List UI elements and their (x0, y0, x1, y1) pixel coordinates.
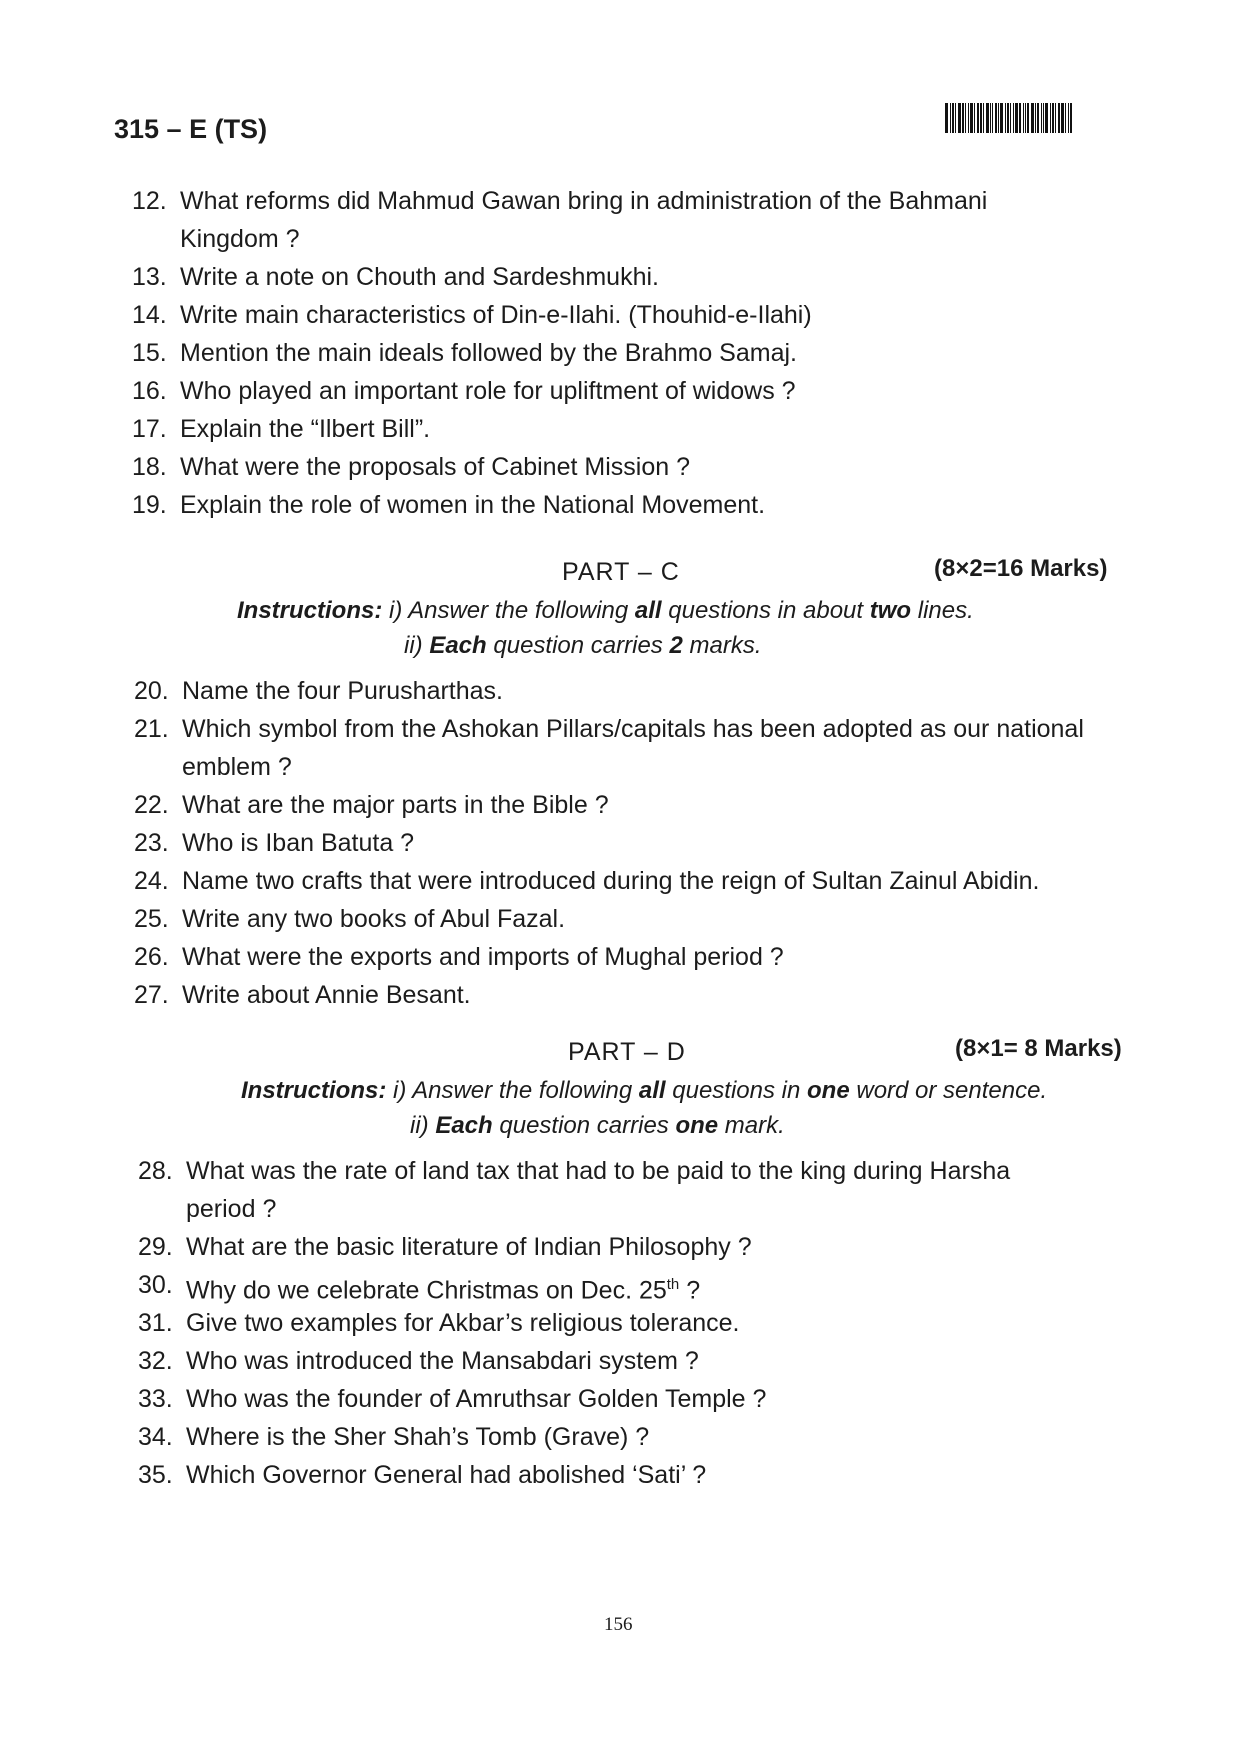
question-number: 24. (134, 867, 169, 895)
instruction-text: question carries (486, 632, 670, 659)
question-26 (134, 938, 1124, 976)
question-text: Who played an important role for upliftment of widows ? (180, 377, 796, 405)
barcode-bar (1035, 103, 1036, 133)
barcode-bar (998, 103, 999, 133)
question-text-continued: emblem ? (182, 753, 292, 781)
barcode-bar (995, 103, 997, 133)
barcode-bar (958, 103, 961, 133)
part-d-title: PART – D (568, 1038, 686, 1066)
question-31 (138, 1304, 1128, 1342)
question-12 (132, 182, 1112, 258)
question-text: Who was the founder of Amruthsar Golden Temple ? (186, 1385, 767, 1413)
question-number: 35. (138, 1461, 173, 1489)
question-23 (134, 824, 1124, 862)
barcode-bar (1015, 103, 1018, 133)
question-19 (132, 486, 1112, 524)
barcode-bar (1041, 103, 1042, 133)
question-text: Who is Iban Batuta ? (182, 829, 415, 857)
question-text-group (186, 1266, 700, 1309)
question-text: Explain the “Ilbert Bill”. (180, 415, 431, 443)
instruction-text: questions in (665, 1077, 808, 1104)
instruction-emphasis: two (869, 597, 912, 624)
question-number: 29. (138, 1233, 173, 1261)
instruction-emphasis: all (638, 1077, 666, 1104)
question-30 (138, 1266, 1128, 1304)
barcode-bar (1019, 103, 1021, 133)
question-text: Where is the Sher Shah’s Tomb (Grave) ? (186, 1423, 650, 1451)
question-text-continued: Kingdom ? (180, 225, 300, 253)
question-number: 28. (138, 1157, 173, 1185)
page-code: 315 – E (TS) (114, 114, 268, 144)
barcode-bar (1037, 103, 1039, 133)
question-text: Write a note on Chouth and Sardeshmukhi. (180, 263, 659, 291)
barcode-bar (990, 103, 991, 133)
question-text: What are the basic literature of Indian Philosophy ? (186, 1233, 752, 1261)
question-number: 20. (134, 677, 169, 705)
question-text: What were the exports and imports of Mughal period ? (182, 943, 784, 971)
instructions-colon: : (378, 1077, 394, 1104)
instruction-text: mark. (718, 1112, 785, 1139)
barcode-bar (1070, 103, 1072, 133)
question-number: 27. (134, 981, 169, 1009)
question-text: Why do we celebrate Christmas on Dec. 25 (186, 1276, 667, 1305)
question-number: 22. (134, 791, 169, 819)
instruction-text: word or sentence. (849, 1077, 1048, 1104)
question-number: 14. (132, 301, 167, 329)
question-18 (132, 448, 1112, 486)
question-number: 34. (138, 1423, 173, 1451)
question-number: 16. (132, 377, 167, 405)
instructions-colon: : (374, 597, 390, 624)
question-text: Which Governor General had abolished ‘Sati’ ? (186, 1461, 707, 1489)
question-number: 21. (134, 715, 169, 743)
part-c-instruction-2 (404, 632, 762, 660)
question-number: 12. (132, 187, 167, 215)
ordinal-suffix: th (666, 1276, 680, 1293)
question-16 (132, 372, 1112, 410)
instruction-emphasis: one (807, 1077, 850, 1104)
barcode-bar (1058, 103, 1060, 133)
question-mark: ? (679, 1276, 701, 1305)
barcode-bar (992, 103, 993, 133)
question-32 (138, 1342, 1128, 1380)
question-number: 33. (138, 1385, 173, 1413)
barcode-bar (1023, 103, 1024, 133)
question-number: 17. (132, 415, 167, 443)
instruction-text: i) Answer the following (393, 1077, 639, 1104)
part-c-marks: (8×2=16 Marks) (934, 555, 1108, 582)
barcode-bar (1005, 103, 1006, 133)
part-c-instruction-1 (237, 597, 974, 625)
barcode-bar (1068, 103, 1069, 133)
instruction-emphasis: Each (435, 1112, 493, 1139)
question-text: Name the four Purusharthas. (182, 677, 503, 705)
instruction-emphasis: 2 (669, 632, 683, 659)
barcode-bar (986, 103, 989, 133)
question-33 (138, 1380, 1128, 1418)
barcode-bar (1000, 103, 1003, 133)
question-25 (134, 900, 1124, 938)
question-17 (132, 410, 1112, 448)
barcode-bar (968, 103, 969, 133)
question-number: 25. (134, 905, 169, 933)
question-21 (134, 710, 1124, 786)
barcode-bar (1061, 103, 1064, 133)
part-c-title: PART – C (562, 558, 680, 586)
barcode-bar (1013, 103, 1014, 133)
barcode-bar (1052, 103, 1054, 133)
barcode-bar (1027, 103, 1029, 133)
instruction-emphasis: Each (429, 632, 487, 659)
question-27 (134, 976, 1124, 1014)
barcode-bar (980, 103, 982, 133)
part-d-instruction-1 (241, 1077, 1047, 1105)
barcode-bar (1043, 103, 1044, 133)
barcode-bar (965, 103, 966, 133)
question-text: What were the proposals of Cabinet Mission ? (180, 453, 690, 481)
question-text: Write about Annie Besant. (182, 981, 471, 1009)
barcode (945, 103, 1128, 133)
instruction-emphasis: all (634, 597, 662, 624)
question-number: 15. (132, 339, 167, 367)
question-text: Write any two books of Abul Fazal. (182, 905, 566, 933)
question-text-continued: period ? (186, 1195, 277, 1223)
barcode-bar (1050, 103, 1051, 133)
question-number: 31. (138, 1309, 173, 1337)
question-15 (132, 334, 1112, 372)
barcode-bar (970, 103, 973, 133)
instruction-text: question carries (492, 1112, 676, 1139)
barcode-bar (955, 103, 956, 133)
question-29 (138, 1228, 1128, 1266)
question-28 (138, 1152, 1128, 1228)
question-text: Write main characteristics of Din-e-Ilahi. (Thouhid-e-Ilahi) (180, 301, 812, 329)
barcode-bar (977, 103, 979, 133)
question-text: Give two examples for Akbar’s religious tolerance. (186, 1309, 740, 1337)
part-d-instruction-2 (410, 1112, 785, 1140)
page-number: 156 (604, 1614, 633, 1635)
question-number: 26. (134, 943, 169, 971)
instruction-text: questions in about (661, 597, 870, 624)
question-text: Explain the role of women in the National Movement. (180, 491, 766, 519)
barcode-bar (1010, 103, 1011, 133)
question-20 (134, 672, 1124, 710)
question-text: Who was introduced the Mansabdari system ? (186, 1347, 699, 1375)
instruction-text: ii) (410, 1112, 436, 1139)
question-22 (134, 786, 1124, 824)
question-14 (132, 296, 1112, 334)
instruction-text: i) Answer the following (389, 597, 635, 624)
barcode-bar (983, 103, 984, 133)
question-number: 23. (134, 829, 169, 857)
question-text: What reforms did Mahmud Gawan bring in administration of the Bahmani (180, 187, 988, 215)
instruction-text: ii) (404, 632, 430, 659)
barcode-bar (1055, 103, 1056, 133)
question-number: 30. (138, 1271, 173, 1299)
question-text: Mention the main ideals followed by the Brahmo Samaj. (180, 339, 797, 367)
question-34 (138, 1418, 1128, 1456)
barcode-bar (1007, 103, 1009, 133)
barcode-bar (1025, 103, 1026, 133)
question-text: Which symbol from the Ashokan Pillars/capitals has been adopted as our national (182, 715, 1084, 743)
question-text: Name two crafts that were introduced during the reign of Sultan Zainul Abidin. (182, 867, 1040, 895)
question-text: What was the rate of land tax that had to be paid to the king during Harsha (186, 1157, 1011, 1185)
barcode-bar (962, 103, 964, 133)
question-number: 32. (138, 1347, 173, 1375)
instructions-label: Instructions (241, 1077, 379, 1104)
question-35 (138, 1456, 1128, 1494)
instruction-emphasis: one (675, 1112, 719, 1139)
barcode-bar (1031, 103, 1034, 133)
barcode-bar (950, 103, 951, 133)
question-number: 18. (132, 453, 167, 481)
part-d-marks: (8×1= 8 Marks) (955, 1035, 1122, 1062)
barcode-bar (1045, 103, 1048, 133)
barcode-bar (974, 103, 975, 133)
barcode-bar (952, 103, 954, 133)
instructions-label: Instructions (237, 597, 375, 624)
barcode-bar (945, 103, 948, 133)
barcode-bar (1065, 103, 1066, 133)
question-number: 19. (132, 491, 167, 519)
question-13 (132, 258, 1112, 296)
instruction-text: lines. (911, 597, 974, 624)
question-text: What are the major parts in the Bible ? (182, 791, 609, 819)
question-24 (134, 862, 1134, 900)
instruction-text: marks. (682, 632, 762, 659)
question-number: 13. (132, 263, 167, 291)
